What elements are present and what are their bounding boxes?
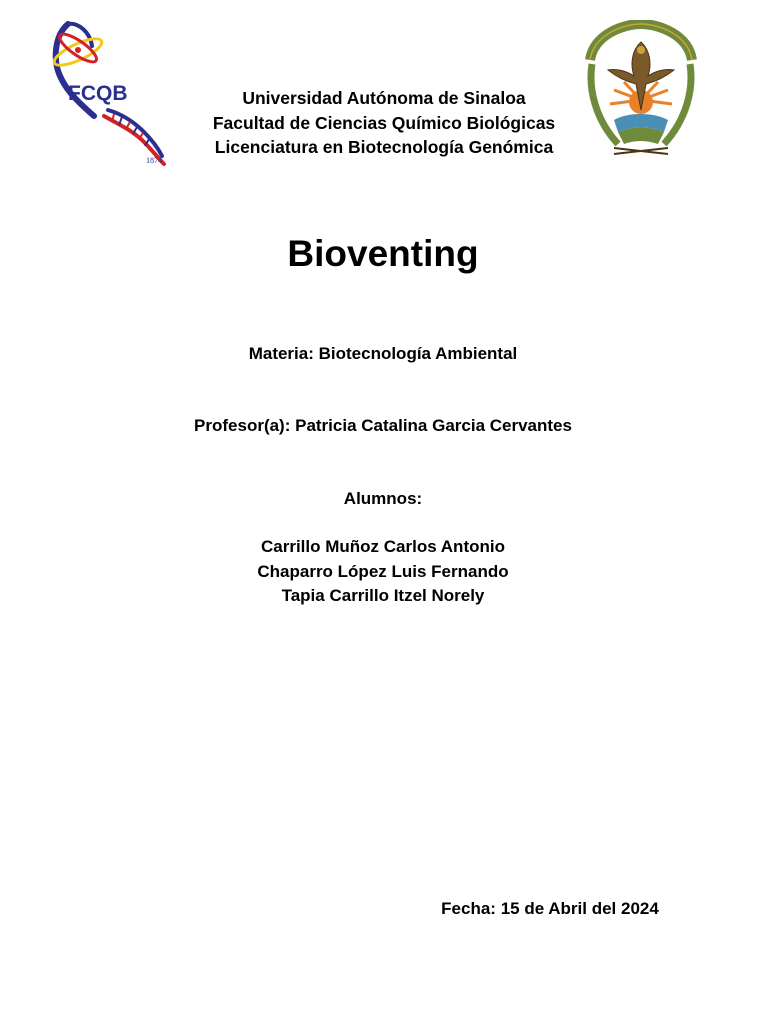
fcqb-logo-year: 1874 (146, 156, 162, 165)
students-heading: Alumnos: (343, 489, 423, 508)
institution-header (150, 86, 618, 160)
date-line: Fecha: 15 de Abril del 2024 (441, 899, 659, 918)
subject-line: Materia: Biotecnología Ambiental (248, 344, 518, 363)
fcqb-logo-text: FCQB (68, 82, 128, 105)
program-name: Licenciatura en Biotecnología Genómica (214, 137, 554, 157)
university-name: Universidad Autónoma de Sinaloa (242, 88, 526, 108)
professor-line: Profesor(a): Patricia Catalina Garcia Cervantes (194, 416, 572, 435)
student-name: Chaparro López Luis Fernando (257, 561, 509, 581)
faculty-name: Facultad de Ciencias Químico Biológicas (212, 112, 556, 133)
students-list (0, 535, 766, 609)
student-name: Carrillo Muñoz Carlos Antonio (261, 537, 505, 556)
student-name: Tapia Carrillo Itzel Norely (281, 586, 485, 605)
document-title: Bioventing (287, 233, 479, 274)
